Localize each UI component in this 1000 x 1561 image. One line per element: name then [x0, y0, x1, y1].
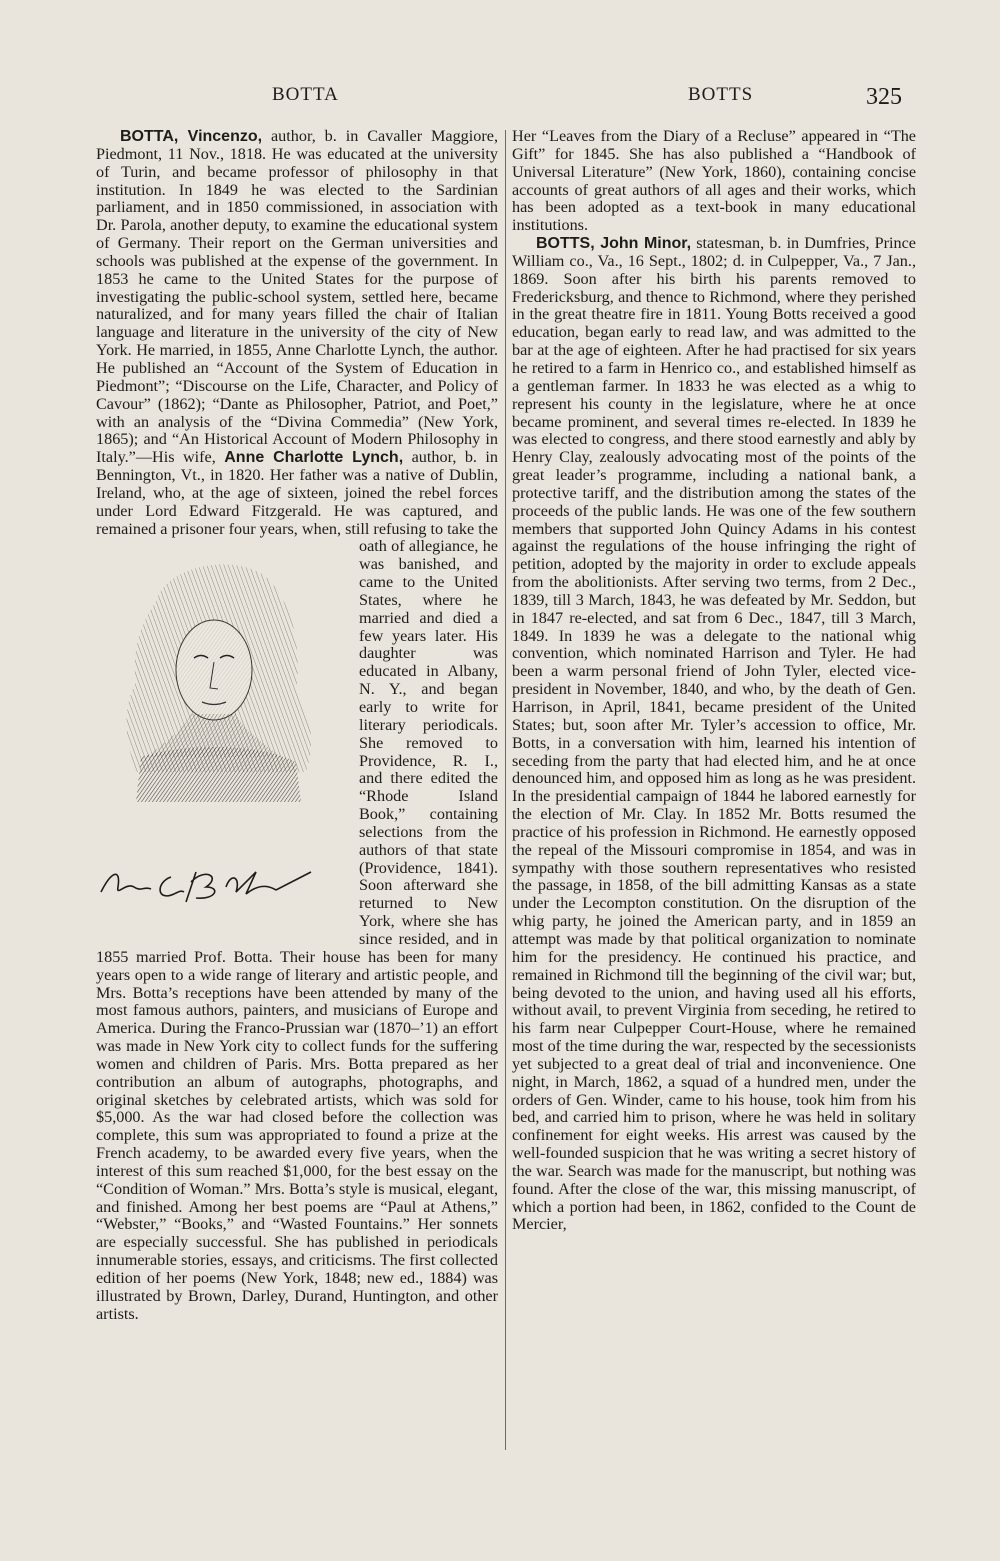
- portrait-illustration: [96, 542, 351, 935]
- entry-continuation: Her “Leaves from the Diary of a Recluse” appeared in “The Gift” for 1845. She has also published a “Handbook of Universal Literature” (New York, 1860), containing concise accounts of great authors of all ages and their works, which has been adopted as a text-book in many educational institutions.: [512, 127, 916, 235]
- entry-botta-vincenzo: [96, 128, 498, 1324]
- headword: BOTTS, John Minor,: [536, 235, 692, 253]
- left-column: [96, 128, 498, 1324]
- right-column: [512, 128, 916, 1234]
- column-divider: [505, 130, 506, 1450]
- right-running-head: BOTTS: [688, 84, 754, 105]
- portrait-engraving-icon: [96, 542, 351, 935]
- signature: [101, 872, 311, 902]
- page-number: 325: [866, 84, 902, 110]
- entry-text-after-portrait: the oath of allegiance, he was banished, and came to the United States, where he married and died a few years later. His daughter was educated in Albany, N. Y., and began early to write for literary periodicals. She removed to Providence, R. I., and there edited the “Rhode Island Book,” containing selections from the authors of that state (Providence, 1841). Soon afterward she returned to New York, where she has since resided, and in 1855 married Prof. Botta. Their house has been for many years open to a wide range of literary and artistic people, and Mrs. Botta’s receptions have been attended by many of the most famous authors, painters, and musicians of Europe and America. During the Franco-Prussian war (1870–’1) an effort was made in New York city to collect funds for the suffering women and children of Paris. Mrs. Botta prepared as her contribution an album of autographs, photographs, and original sketches by celebrated artists, which was sold for $5,000. As the war had closed before the collection was complete, this sum was appropriated to found a prize at the French academy, to be awarded every five years, when the interest of this sum reached $1,000, for the best essay on the “Condition of Woman.” Mrs. Botta’s style is musical, elegant, and finished. Among her best poems are “Paul at Athens,” “Webster,” “Books,” and “Wasted Fountains.” Her sonnets are especially successful. She has published in periodicals innumerable stories, essays, and criticisms. The first collected edition of her poems (New York, 1848; new ed., 1884) was illustrated by Brown, Darley, Durand, Huntington, and other artists.: [96, 519, 498, 1323]
- sub-headword: Anne Charlotte Lynch,: [224, 449, 404, 467]
- running-header: [0, 84, 1000, 124]
- entry-text-continued: author, b. in Bennington, Vt., in 1820. Her father was a native of Dublin, Ireland, who, at the age of sixteen, joined the rebel forces under Lord Edward Fitzgerald. He was captured, and remained a prisoner four years, when, still refusing to take: [96, 448, 499, 538]
- entry-text: author, b. in Cavaller Maggiore, Piedmont, 11 Nov., 1818. He was educated at the university of Turin, and became professor of philosophy in that institution. In 1849 he was elected to the Sardinian parliament, and in 1850 commissioned, in association with Dr. Parola, another deputy, to examine the educational system of Germany. Their report on the German universities and schools was published at the expense of the government. In 1853 he came to the United States for the purpose of investigating the public-school system, settled here, became naturalized, and for many years filled the chair of Italian language and literature in the university of the city of New York. He married, in 1855, Anne Charlotte Lynch, the author. He published an “Account of the System of Education in Piedmont”; “Discourse on the Life, Character, and Policy of Cavour” (1862); “Dante as Philosopher, Patriot, and Poet,” with an analysis of the “Divina Commedia” (New York, 1865); and “An Historical Account of Modern Philosophy in Italy.”—His wife,: [96, 127, 498, 467]
- left-running-head: BOTTA: [272, 84, 339, 105]
- entry-text: statesman, b. in Dumfries, Prince William co., Va., 16 Sept., 1802; d. in Culpepper, Va., 7 Jan., 1869. Soon after his birth his parents removed to Fredericksburg, and thence to Richmond, where they perished in the great theatre fire in 1811. Young Botts received a good education, began early to read law, and was admitted to the bar at the age of eighteen. After he had practised for six years he retired to a farm in Henrico co., and established himself as a gentleman farmer. In 1833 he was elected as a whig to represent his county in the legislature, where he at once became prominent, and several times re-elected. In 1839 he was elected to congress, and there stood earnestly and ably by Henry Clay, zealously advocating most of the points of the great leader’s programme, including a national bank, a protective tariff, and the distribution among the states of the proceeds of the public lands. He was one of the few southern members that supported John Quincy Adams in his contest against the regulations of the house infringing the right of petition, adopted by the majority in order to exclude appeals from the abolitionists. After serving two terms, from 2 Dec., 1839, till 3 March, 1843, he was defeated by Mr. Seddon, but in 1847 re-elected, and sat from 6 Dec., 1847, till 3 March, 1849. In 1839 he was a delegate to the national whig convention, which nominated Harrison and Tyler. He had been a warm personal friend of John Tyler, elected vice-president in November, 1840, and who, by the death of Gen. Harrison, in April, 1841, became president of the United States; but, soon after Mr. Tyler’s accession to office, Mr. Botts, in a conversation with him, learned his intention of seceding from the party that had elected him, and he at once denounced him, and opposed him as long as he was president. In the presidential campaign of 1844 he labored earnestly for the election of Mr. Clay. In 1852 Mr. Botts resumed the practice of his profession in Richmond. He earnestly opposed the repeal of the Missouri compromise in 1854, and was in sympathy with those southern representatives who resisted the passage, in 1858, of the bill admitting Kansas as a state under the Lecompton constitution. On the disruption of the whig party, he joined the American party, and in 1859 an attempt was made by that political organization to nominate him for the presidency. He continued his practice, and remained in Richmond till the beginning of the civil war; but, being devoted to the union, and having used all his efforts, without avail, to prevent Virginia from seceding, he retired to his farm near Culpepper Court-House, where he remained most of the time during the war, respected by the secessionists yet subjected to a great deal of trial and inconvenience. One night, in March, 1862, a squad of a hundred men, under the orders of Gen. Winder, came to his house, took him from his bed, and carried him to prison, where he was held in solitary confinement for eight weeks. His arrest was caused by the well-founded suspicion that he was writing a secret history of the war. Search was made for the manuscript, but nothing was found. After the close of the war, this missing manuscript, of which a portion had been, in 1862, confided to the Count de Mercier,: [512, 234, 916, 1234]
- headword: BOTTA, Vincenzo,: [120, 128, 263, 145]
- entry-botts-john-minor: [512, 235, 916, 1234]
